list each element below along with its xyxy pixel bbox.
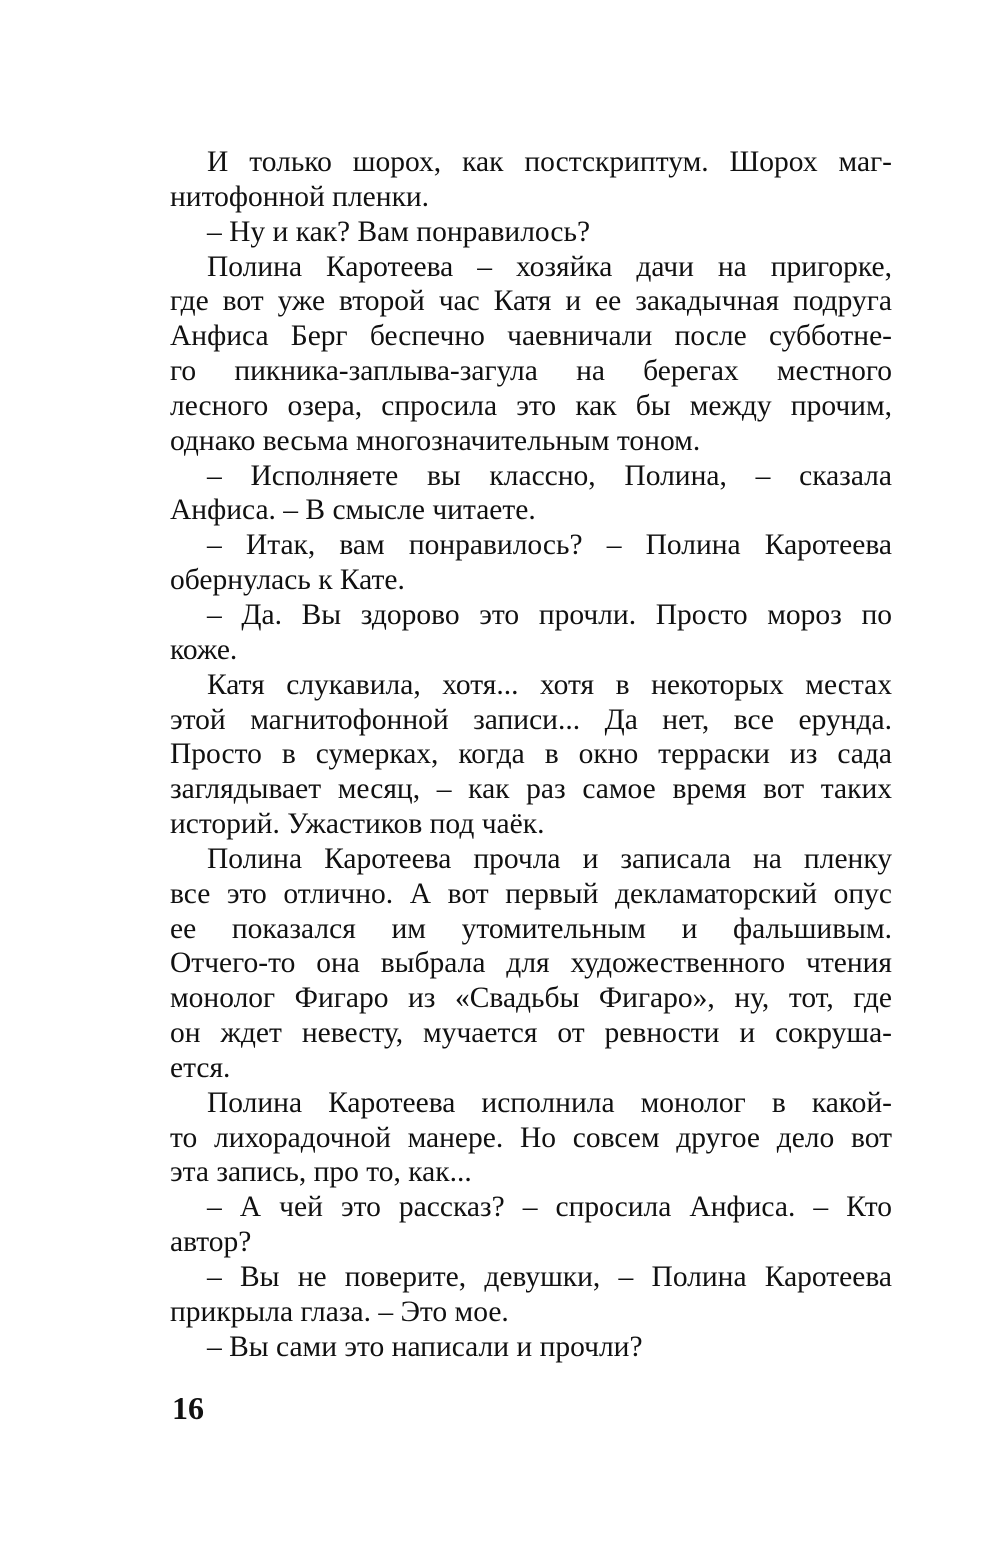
text-line: – Вы не поверите, девушки, – Полина Каротеева: [207, 1261, 892, 1293]
text-line: – А чей это рассказ? – спросила Анфиса. – Кто: [207, 1191, 892, 1224]
text-line: – Вы сами это написали и прочли?: [207, 1330, 643, 1363]
body-text: [170, 145, 892, 1365]
text-line: коже.: [170, 633, 238, 666]
text-line: где вот уже второй час Катя и ее закадычная подруга: [170, 285, 892, 318]
text-line: все это отлично. А вот первый декламаторский опус: [170, 877, 892, 910]
text-line: автор?: [170, 1226, 252, 1259]
text-line: лесного озера, спросила это как бы между прочим,: [170, 389, 892, 422]
text-line: – Итак, вам понравилось? – Полина Каротеева: [207, 529, 892, 562]
text-line: – Да. Вы здорово это прочли. Просто мороз по: [207, 598, 892, 631]
text-line: нитофонной пленки.: [170, 180, 430, 213]
text-line: И только шорох, как постскриптум. Шорох маг-: [207, 146, 892, 178]
text-line: заглядывает месяц, – как раз самое время вот таких: [170, 773, 892, 806]
text-line: прикрыла глаза. – Это мое.: [170, 1295, 509, 1328]
text-line: Полина Каротеева исполнила монолог в какой-: [207, 1086, 892, 1119]
text-line: он ждет невесту, мучается от ревности и сокруша-: [170, 1017, 892, 1050]
text-line: однако весьма многозначительным тоном.: [170, 424, 701, 457]
text-line: историй. Ужастиков под чаёк.: [170, 808, 545, 841]
text-line: ее показался им утомительным и фальшивым.: [170, 912, 892, 945]
text-line: Отчего-то она выбрала для художественного чтения: [170, 947, 892, 980]
text-line: обернулась к Кате.: [170, 564, 405, 597]
text-line: ется.: [170, 1051, 231, 1084]
text-line: этой магнитофонной записи... Да нет, все ерунда.: [170, 703, 892, 736]
text-line: Анфиса Берг беспечно чаевничали после субботне-: [170, 320, 892, 353]
text-line: то лихорадочной манере. Но совсем другое дело вот: [170, 1121, 892, 1154]
text-line: Полина Каротеева – хозяйка дачи на пригорке,: [207, 250, 892, 283]
text-line: Катя слукавила, хотя... хотя в некоторых местах: [207, 668, 892, 701]
text-line: эта запись, про то, как...: [170, 1156, 472, 1189]
text-line: го пикника-заплыва-загула на берегах местного: [170, 355, 892, 388]
text-line: Полина Каротеева прочла и записала на пленку: [207, 842, 892, 875]
text-line: – Ну и как? Вам понравилось?: [207, 215, 591, 248]
text-line: монолог Фигаро из «Свадьбы Фигаро», ну, тот, где: [170, 982, 892, 1015]
text-line: Анфиса. – В смысле читаете.: [170, 494, 536, 527]
text-line: Просто в сумерках, когда в окно терраски из сада: [170, 738, 892, 771]
page-number: 16: [172, 1390, 204, 1426]
text-line: – Исполняете вы классно, Полина, – сказала: [207, 459, 892, 492]
